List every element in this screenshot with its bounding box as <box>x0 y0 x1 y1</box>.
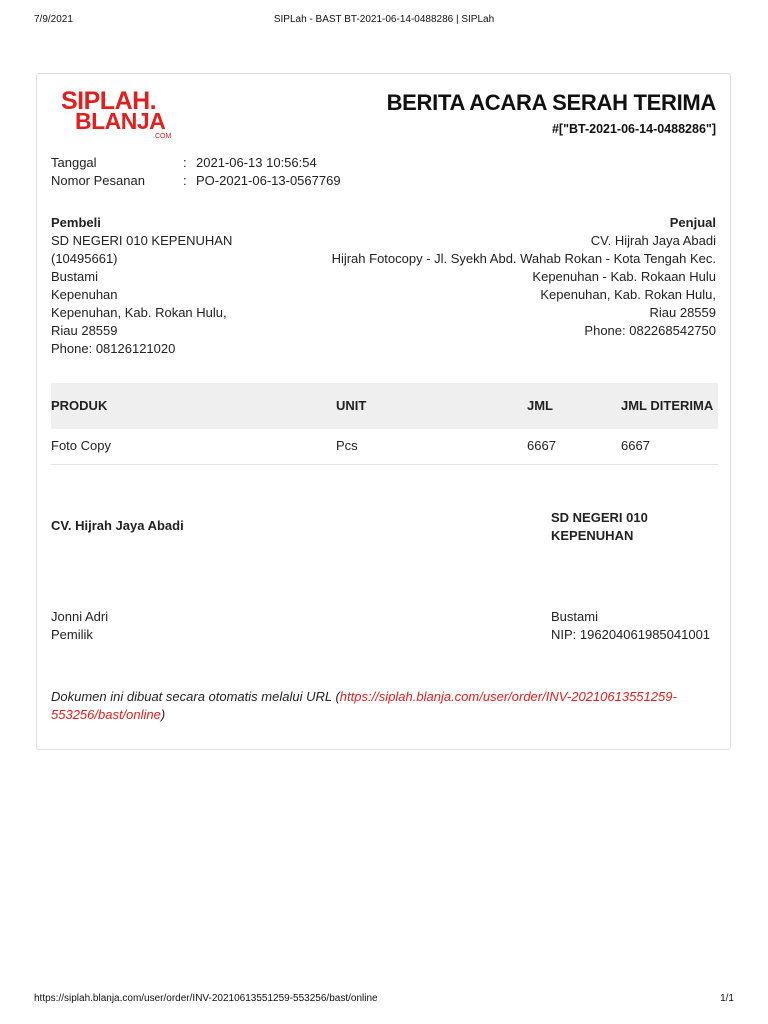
buyer-line: (10495661) <box>51 251 118 266</box>
seller-signer <box>51 608 108 644</box>
table-row <box>51 429 718 465</box>
print-url: https://siplah.blanja.com/user/order/INV-20210613551259-553256/bast/online <box>34 993 378 1004</box>
document-number: #["BT-2021-06-14-0488286"] <box>551 122 716 136</box>
order-number-label: Nomor Pesanan <box>51 173 145 188</box>
seller-line: Kepenuhan, Kab. Rokan Hulu, <box>540 287 716 302</box>
order-number-separator: : <box>183 173 187 188</box>
logo-line-1: SIPLAH. <box>61 87 157 115</box>
seller-line: Hijrah Fotocopy - Jl. Syekh Abd. Wahab Rokan - Kota Tengah Kec. <box>331 251 716 266</box>
cell-product: Foto Copy <box>51 438 111 453</box>
document-url-link[interactable]: https://siplah.blanja.com/user/order/INV-20210613551259-553256/bast/online <box>51 689 677 722</box>
document-title: BERITA ACARA SERAH TERIMA <box>386 90 716 115</box>
print-date: 7/9/2021 <box>34 14 73 25</box>
order-info <box>51 154 451 190</box>
seller-line: Phone: 082268542750 <box>584 323 716 338</box>
print-footer <box>34 993 734 1007</box>
date-value: 2021-06-13 10:56:54 <box>196 155 317 170</box>
siplah-blanja-logo <box>61 87 181 140</box>
seller-signer-name: Jonni Adri <box>51 609 109 624</box>
buyer-line: Phone: 08126121020 <box>51 341 176 356</box>
seller-block <box>296 214 716 340</box>
note-prefix: Dokumen ini dibuat secara otomatis melalui URL ( <box>51 689 340 704</box>
header-unit: UNIT <box>336 398 367 413</box>
date-separator: : <box>183 155 187 170</box>
buyer-signer-nip: NIP: 196204061985041001 <box>551 627 711 642</box>
order-number-row <box>51 172 451 190</box>
buyer-signer <box>551 608 710 644</box>
note-suffix: ) <box>160 707 166 722</box>
buyer-line: Kepenuhan <box>51 287 118 302</box>
buyer-line: Bustami <box>51 269 98 284</box>
buyer-signer-name: Bustami <box>551 609 598 624</box>
cell-quantity: 6667 <box>527 438 556 453</box>
buyer-line: Riau 28559 <box>51 323 118 338</box>
seller-signer-role: Pemilik <box>51 627 93 642</box>
seller-line: Kepenuhan - Kab. Rokaan Hulu <box>532 269 716 284</box>
page-number: 1/1 <box>720 993 734 1004</box>
buyer-signature-company: SD NEGERI 010 KEPENUHAN <box>551 510 648 543</box>
cell-unit: Pcs <box>336 438 358 453</box>
cell-quantity-received: 6667 <box>621 438 650 453</box>
logo-line-2: BLANJA <box>75 108 166 134</box>
print-header <box>34 14 734 28</box>
seller-line: Riau 28559 <box>649 305 716 320</box>
seller-heading: Penjual <box>669 215 716 230</box>
table-header <box>51 383 718 429</box>
buyer-heading: Pembeli <box>51 215 101 230</box>
header-quantity: JML <box>527 398 553 413</box>
header-quantity-received: JML DITERIMA <box>621 398 714 413</box>
auto-generated-note <box>51 688 691 724</box>
document-card <box>36 73 731 750</box>
header-product: PRODUK <box>51 398 108 413</box>
order-number-value: PO-2021-06-13-0567769 <box>196 173 341 188</box>
logo-line-3: .COM <box>153 133 172 140</box>
date-label: Tanggal <box>51 155 97 170</box>
print-page-title: SIPLah - BAST BT-2021-06-14-0488286 | SIPLah <box>273 14 495 25</box>
buyer-line: Kepenuhan, Kab. Rokan Hulu, <box>51 305 227 320</box>
seller-signature-company: CV. Hijrah Jaya Abadi <box>51 518 184 533</box>
seller-line: CV. Hijrah Jaya Abadi <box>590 233 716 248</box>
product-table <box>51 383 718 465</box>
date-row <box>51 154 451 172</box>
buyer-line: SD NEGERI 010 KEPENUHAN <box>51 233 233 248</box>
